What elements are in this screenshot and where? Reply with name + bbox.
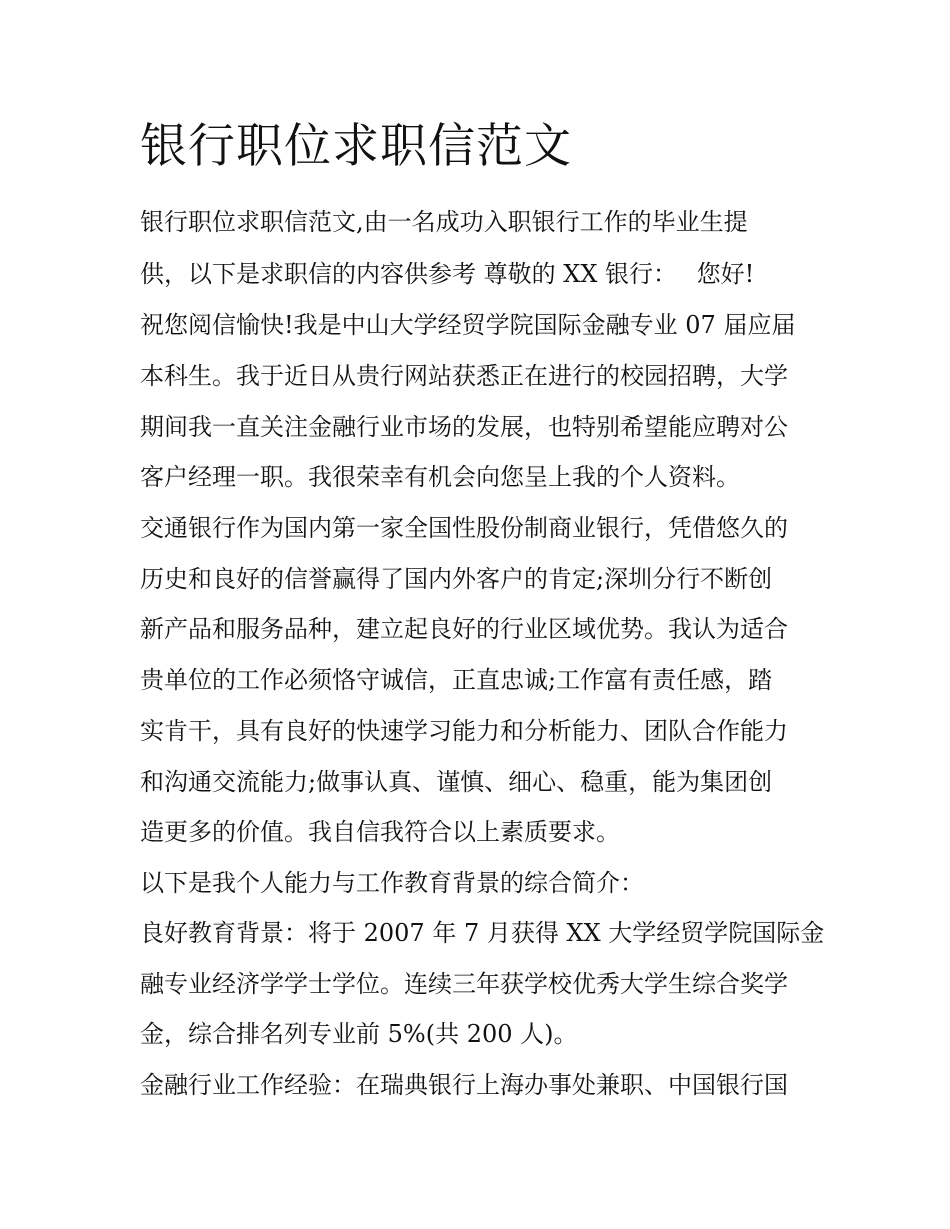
body-line: 良好教育背景：将于 2007 年 7 月获得 XX 大学经贸学院国际金	[140, 919, 825, 947]
body-line: 供，以下是求职信的内容供参考 尊敬的 XX 银行： 您好!	[140, 260, 755, 288]
body-line: 祝您阅信愉快!我是中山大学经贸学院国际金融专业 07 届应届	[140, 311, 796, 339]
body-line: 交通银行作为国内第一家全国性股份制商业银行，凭借悠久的	[140, 514, 788, 542]
body-line: 实肯干，具有良好的快速学习能力和分析能力、团队合作能力	[140, 717, 788, 745]
body-line: 贵单位的工作必须恪守诚信，正直忠诚;工作富有责任感，踏	[140, 666, 773, 694]
body-line: 新产品和服务品种，建立起良好的行业区域优势。我认为适合	[140, 615, 788, 643]
body-line: 金融行业工作经验：在瑞典银行上海办事处兼职、中国银行国	[140, 1071, 788, 1099]
body-line: 本科生。我于近日从贵行网站获悉正在进行的校园招聘，大学	[140, 362, 788, 390]
body-line: 金，综合排名列专业前 5%(共 200 人)。	[140, 1020, 578, 1048]
body-line: 历史和良好的信誉赢得了国内外客户的肯定;深圳分行不断创	[140, 565, 773, 593]
document-title: 银行职位求职信范文	[140, 119, 572, 174]
body-line: 银行职位求职信范文,由一名成功入职银行工作的毕业生提	[140, 208, 748, 236]
body-line: 期间我一直关注金融行业市场的发展，也特别希望能应聘对公	[140, 413, 788, 441]
body-line: 造更多的价值。我自信我符合以上素质要求。	[140, 818, 620, 846]
body-line: 融专业经济学学士学位。连续三年获学校优秀大学生综合奖学	[140, 970, 788, 998]
body-line: 客户经理一职。我很荣幸有机会向您呈上我的个人资料。	[140, 463, 740, 491]
body-line: 以下是我个人能力与工作教育背景的综合简介：	[140, 869, 644, 897]
body-line: 和沟通交流能力;做事认真、谨慎、细心、稳重，能为集团创	[140, 768, 773, 796]
